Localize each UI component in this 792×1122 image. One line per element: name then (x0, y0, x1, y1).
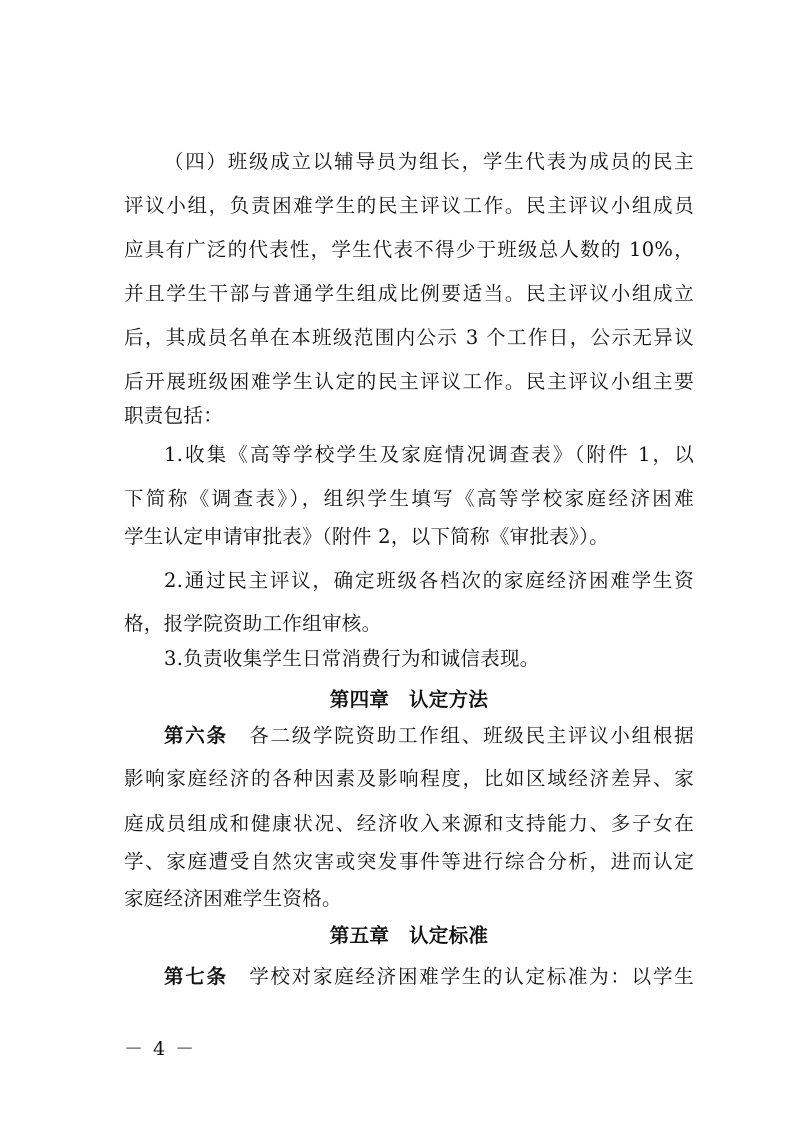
paragraph-line: 应具有广泛的代表性，学生代表不得少于班级总人数的 10%， (124, 238, 694, 261)
article-first-line (124, 963, 694, 990)
paragraph-line: 后，其成员名单在本班级范围内公示 3 个工作日，公示无异议 (124, 326, 694, 349)
article-first-line (124, 722, 694, 749)
paragraph-line: 格，报学院资助工作组审核。 (124, 612, 382, 635)
paragraph-line: 庭成员组成和健康状况、经济收入来源和支持能力、多子女在 (124, 812, 694, 835)
paragraph-line: 评议小组，负责困难学生的民主评议工作。民主评议小组成员 (124, 194, 694, 217)
paragraph-line: （四）班级成立以辅导员为组长，学生代表为成员的民主 (164, 150, 694, 173)
article-text: 各二级学院资助工作组、班级民主评议小组根据 (247, 724, 694, 747)
paragraph-line: 影响家庭经济的各种因素及影响程度，比如区域经济差异、家 (124, 767, 694, 790)
paragraph-line: 1.收集《高等学校学生及家庭情况调查表》（附件 1，以 (164, 443, 694, 466)
paragraph-line: 后开展班级困难学生认定的民主评议工作。民主评议小组主要 (124, 370, 694, 393)
paragraph-line: 3.负责收集学生日常消费行为和诚信表现。 (164, 647, 540, 670)
article-text: 学校对家庭经济困难学生的认定标准为：以学生 (247, 965, 694, 988)
paragraph-line: 并且学生干部与普通学生组成比例要适当。民主评议小组成立 (124, 282, 694, 305)
article-label: 第六条 (164, 724, 228, 747)
paragraph-line: 学生认定申请审批表》（附件 2，以下简称《审批表》）。 (124, 525, 609, 548)
chapter-title: 第四章 认定方法 (329, 688, 489, 711)
page-number: － 4 － (124, 1038, 197, 1060)
article-label: 第七条 (164, 965, 228, 988)
paragraph-line: 学、家庭遭受自然灾害或突发事件等进行综合分析，进而认定 (124, 850, 694, 873)
paragraph-line: 职责包括： (124, 404, 224, 427)
paragraph-line: 2.通过民主评议，确定班级各档次的家庭经济困难学生资 (164, 569, 694, 592)
chapter-title: 第五章 认定标准 (329, 924, 489, 947)
paragraph-line: 下简称《调查表》），组织学生填写《高等学校家庭经济困难 (124, 487, 694, 510)
paragraph-line: 家庭经济困难学生资格。 (124, 887, 342, 910)
